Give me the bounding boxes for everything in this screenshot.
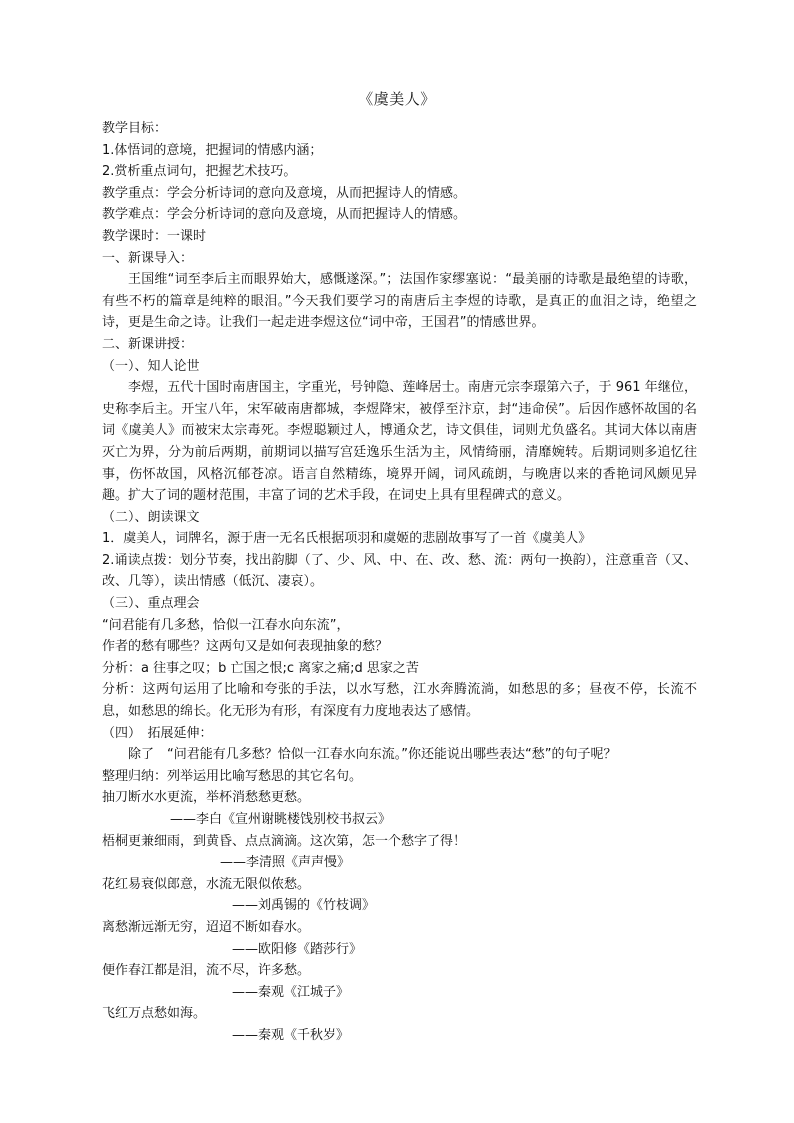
cipai-note: 1．虞美人，词牌名，源于唐一无名氏根据项羽和虞姬的悲剧故事写了一首《虞美人》: [102, 531, 592, 547]
intro-paragraph: 王国维“词至李后主而眼界始大，感慨遂深。”；法国作家缪塞说：“最美丽的诗歌是最绝望的诗歌，有些不朽的篇章是纯粹的眼泪。”今天我们要学习的南唐后主李煜的诗歌，是真正的血泪之诗，绝望之诗，更是生命之诗。让我们一起走进李煜这位“词中帝，王国君”的情感世界。: [102, 272, 697, 331]
subsection-3-heading: （三）、重点理会: [102, 596, 200, 612]
quote-line: 离愁渐远渐无穷，迢迢不断如春水。: [102, 919, 311, 935]
analysis-2: 分析：这两句运用了比喻和夸张的手法，以水写愁，江水奔腾流淌，如愁思的多；昼夜不停，长流不息，如愁思的绵长。化无形为有形，有深度有力度地表达了感情。: [102, 682, 697, 720]
quote-citation: ——李白《宣州谢眺楼饯别校书叔云》: [170, 812, 392, 827]
quote-citation: ——李清照《声声慢》: [220, 855, 351, 871]
key-quote: “问君能有几多愁，恰似一江春水向东流”，: [102, 617, 350, 633]
teaching-goals-heading: 教学目标：: [102, 121, 168, 136]
document-body: [102, 118, 697, 1047]
section-2-heading: 二、新课讲授：: [102, 336, 194, 352]
subsection-1-heading: （一）、知人论世: [102, 358, 200, 374]
quote-citation: ——秦观《千秋岁》: [232, 1027, 350, 1043]
quote-line: 梧桐更兼细雨，到黄昏、点点滴滴。这次第，怎一个愁字了得！: [102, 833, 467, 849]
question: 作者的愁有哪些？这两句又是如何表现抽象的愁？: [102, 639, 389, 655]
analysis-1: 分析：a 往事之叹；b 亡国之恨;c 离家之痛;d 思家之苦: [102, 660, 419, 676]
quote-line: 飞红万点愁如海。: [102, 1006, 207, 1022]
quote-citation: ——刘禹锡的《竹枝调》: [232, 898, 376, 914]
author-bio-paragraph: 李煜，五代十国时南唐国主，字重光，号钟隐、莲峰居士。南唐元宗李璟第六子，于 961 年继位，史称李后主。开宝八年，宋军破南唐都城，李煜降宋，被俘至汴京，封“违命侯”。后因作感怀故国的名词《虞美人》而被宋太宗毒死。李煜聪颖过人，博通众艺，诗文俱佳，词则尤负盛名。其词大体以南唐灭亡为界，分为前后两期，前期词以描写宫廷逸乐生活为主，风情绮丽，清靡婉转。后期词则多追忆往事，伤怀故国，风格沉郁苍凉。语言自然精练，境界开阔，词风疏朗，与晚唐以来的香艳词风颇见异趣。扩大了词的题材范围，丰富了词的艺术手段，在词史上具有里程碑式的意义。: [102, 380, 697, 504]
quote-line: 便作春江都是泪，流不尽，许多愁。: [102, 963, 311, 979]
quote-line: 花红易衰似郎意，水流无限似侬愁。: [102, 876, 311, 892]
section-1-heading: 一、新课导入：: [102, 250, 194, 266]
extension-question: 除了 “问君能有几多愁？恰似一江春水向东流。”你还能说出哪些表达“愁”的句子呢？: [128, 747, 617, 763]
quote-line: 抽刀断水水更流，举杯消愁愁更愁。: [102, 790, 311, 806]
reading-guidance: 2.诵读点拨：划分节奏，找出韵脚（了、少、风、中、在、改、愁、流：两句一换韵），注意重音（又、改、几等），读出情感（低沉、凄哀）。: [102, 552, 697, 590]
teaching-difficulty: 教学难点：学会分析诗词的意向及意境，从而把握诗人的情感。: [102, 207, 467, 223]
teaching-key-point: 教学重点：学会分析诗词的意向及意境，从而把握诗人的情感。: [102, 185, 467, 201]
subsection-4-heading: （四） 拓展延伸：: [102, 725, 213, 741]
quote-citation: ——欧阳修《踏莎行》: [232, 941, 363, 957]
subsection-2-heading: （二）、朗读课文: [102, 509, 200, 525]
teaching-hours: 教学课时：一课时: [102, 228, 207, 244]
quote-citation: ——秦观《江城子》: [232, 984, 350, 1000]
teaching-goal-2: 2.赏析重点词句，把握艺术技巧。: [102, 164, 297, 180]
teaching-goal-1: 1.体悟词的意境，把握词的情感内涵；: [102, 142, 323, 158]
summary-line: 整理归纳：列举运用比喻写愁思的其它名句。: [102, 768, 363, 784]
document-title: 《虞美人》: [358, 90, 436, 108]
